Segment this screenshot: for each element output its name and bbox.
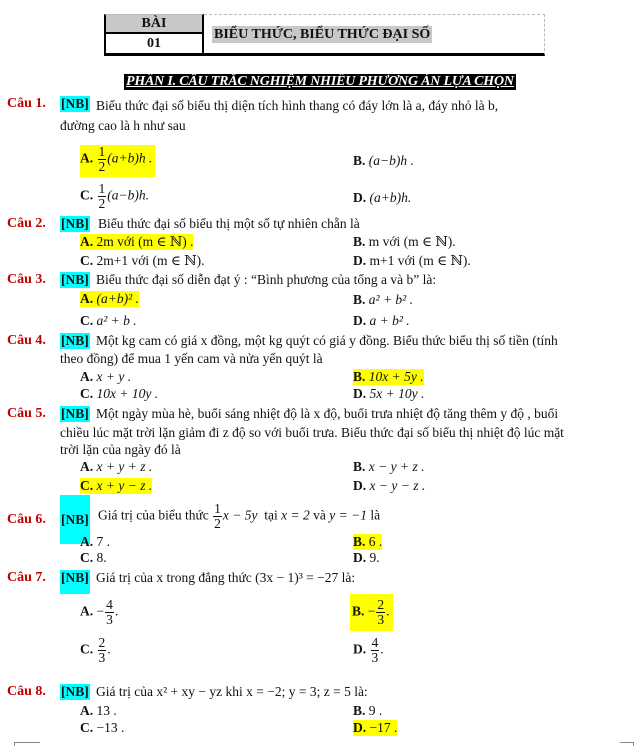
option-c[interactable]: C. 10x + 10y . [80,386,159,401]
lesson-header [104,14,545,56]
question-text: Biểu thức đại số diễn đạt ý : “Bình phương của tổng a và b” là: [96,272,437,287]
page-corner-mark-right [620,742,634,746]
option-a[interactable]: A. 7 . [80,534,110,549]
question-label: Câu 7. [7,570,46,585]
question-text: Giá trị của x trong đẳng thức (3x − 1)³ = −27 là: [96,570,356,585]
lesson-badge [104,14,204,56]
lesson-title-box [204,14,545,56]
option-b[interactable]: B. 6 . [353,534,383,549]
level-tag: [NB] [61,406,89,421]
option-c[interactable]: C. a² + b . [80,313,137,328]
page-corner-mark-left [14,742,40,746]
option-c[interactable]: C. 2m+1 với (m ∈ ℕ). [80,253,205,268]
option-c[interactable]: C. x + y − z . [80,478,153,493]
question-label: Câu 4. [7,333,46,348]
option-d[interactable]: D. 9. [353,550,380,565]
option-d[interactable]: D. m+1 với (m ∈ ℕ). [353,253,471,268]
question-label: Câu 1. [7,96,46,111]
question-text: Một kg cam có giá x đồng, một kg quýt có giá y đồng. Biểu thức biểu thị số tiền (tính [96,333,558,348]
option-a[interactable]: A. x + y + z . [80,459,153,474]
option-d[interactable]: D. −17 . [353,720,398,735]
question-label: Câu 3. [7,272,46,287]
option-d[interactable]: D. x − y − z . [353,478,426,493]
option-c[interactable]: C. 8. [80,550,107,565]
option-a[interactable]: A. 13 . [80,703,117,718]
question-label: Câu 6. [7,512,46,527]
question-text-cont: trời lặn của ngày đó là [60,442,181,457]
question-text: Giá trị của biểu thức $\frac{1}{2}$ x − 5y tại x = 2 và y = −1 là [98,501,381,531]
option-c[interactable]: C. $\frac{1}{2}$ (a−b)h. [80,181,149,211]
option-c[interactable]: C. $\frac{2}{3}$ . [80,635,111,665]
question-text: Biểu thức đại số biểu thị một số tự nhiên chẵn là [98,216,360,231]
question-text: Một ngày mùa hè, buổi sáng nhiệt độ là x độ, buổi trưa nhiệt độ tăng thêm y độ , buổi [96,406,559,421]
question-label: Câu 8. [7,684,46,699]
question-text-cont: đường cao là h như sau [60,118,186,133]
question-text: Giá trị của x² + xy − yz khi x = −2; y = 3; z = 5 là: [96,684,368,699]
option-b[interactable]: B. m với (m ∈ ℕ). [353,234,456,249]
question-text-cont: theo đồng) để mua 1 yến cam và nửa yến quýt là [60,351,323,366]
option-b[interactable]: B. − $\frac{2}{3}$ . [350,594,393,631]
option-a[interactable]: A. $\frac{1}{2}$ (a+b)h . [80,145,155,177]
level-tag: [NB] [61,96,89,111]
level-tag: [NB] [61,216,89,231]
option-d[interactable]: D. (a+b)h. [353,190,412,205]
option-d[interactable]: D. a + b² . [353,313,410,328]
level-tag: [NB] [61,684,89,699]
question-label: Câu 2. [7,216,46,231]
option-b[interactable]: B. 9 . [353,703,383,718]
lesson-title: BIỂU THỨC, BIỂU THỨC ĐẠI SỐ [214,27,431,42]
option-d[interactable]: D. $\frac{4}{3}$ . [353,635,384,665]
question-label: Câu 5. [7,406,46,421]
level-tag: [NB] [60,495,90,544]
option-a[interactable]: A. (a+b)² . [80,291,139,306]
option-b[interactable]: B. 10x + 5y . [353,369,424,384]
option-d[interactable]: D. 5x + 10y . [353,386,425,401]
option-b[interactable]: B. x − y + z . [353,459,425,474]
level-tag: [NB] [61,333,89,348]
section-title: PHẦN I. CÂU TRẮC NGHIỆM NHIỀU PHƯƠNG ÁN LỰA CHỌN [126,74,514,89]
lesson-label: BÀI [106,15,202,34]
option-c[interactable]: C. −13 . [80,720,125,735]
option-b[interactable]: B. a² + b² . [353,292,413,307]
question-text: Biểu thức đại số biểu thị diện tích hình thang có đáy lớn là a, đáy nhỏ là b, [96,98,499,113]
option-a[interactable]: A. x + y . [80,369,132,384]
lesson-number: 01 [147,36,161,51]
level-tag: [NB] [60,570,90,594]
question-text-cont: chiều lúc mặt trời lặn giảm đi z độ so với buổi trưa. Biểu thức đại số biểu thị nhiệt độ lúc mặt [60,425,564,440]
option-b[interactable]: B. (a−b)h . [353,153,414,168]
option-a[interactable]: A. − $\frac{4}{3}$ . [80,597,119,627]
level-tag: [NB] [61,272,89,287]
option-a[interactable]: A. 2m với (m ∈ ℕ) . [80,234,194,249]
